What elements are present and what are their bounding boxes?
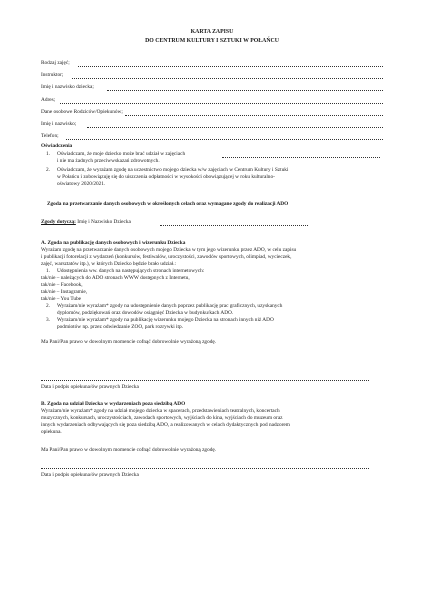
- field-label-imie-nazwisko: Imię i nazwisko;: [41, 121, 77, 127]
- section-a-item2-line2: dyplomów, podziękowań oraz dowodów osiągnięć Dziecka w budynku/kach ADO.: [57, 310, 234, 316]
- section-b-p1: Wyrażam/nie wyrażam* zgody na udział mojego dziecka w spacerach, przedstawieniach teatralnych, koncertach: [41, 408, 280, 414]
- field-line-rodzaj[interactable]: [78, 66, 383, 67]
- section-a-item2-line1: Wyrażam/nie wyrażam* zgody na udostępnienie danych poprzez publikację prac graficznych, uzyskanych: [57, 303, 283, 309]
- section-b-withdraw-note: Ma Pani/Pan prawo w dowolnym momencie cofnąć dobrowolnie wyrażoną zgodę.: [41, 447, 217, 453]
- section-a-option-www[interactable]: tak/nie – należących do ADO stronach WWW dostępnych z Internetu,: [41, 275, 190, 281]
- section-a-p2: i publikacji fotorelacji z wydarzeń (konkursów, festiwalów, uroczystości, zawodów sportowych, olimpiad, wycieczek,: [41, 254, 292, 260]
- oswiadczenie-1-number: 1.: [46, 151, 50, 157]
- section-a-heading: A. Zgoda na publikację danych osobowych i wizerunku Dziecka: [41, 240, 186, 246]
- field-label-adres: Adres;: [41, 97, 56, 103]
- section-a-p3: zajęć, warsztatów itp.), w których Dziecko będzie brało udział.:: [41, 261, 177, 267]
- section-b-signature-line[interactable]: [41, 468, 369, 469]
- section-a-item2-number: 2.: [46, 303, 50, 309]
- field-label-dane-rodzicow: Dane osobowe Rodziców/Opiekunów;: [41, 109, 123, 115]
- section-a-option-youtube[interactable]: tak/nie – You Tube: [41, 296, 82, 302]
- oswiadczenie-1-fill-line[interactable]: [222, 157, 380, 158]
- oswiadczenie-2-line2: w Połańcu i zobowiązuję się do uiszczenia odpłatności w wysokości obowiązującej w roku kulturalno-: [57, 174, 275, 180]
- section-a-p1: Wyrażam zgodę na przetwarzanie danych osobowych mojego Dziecka w tym jego wizerunku przez ADO, w celu zapisu: [41, 247, 297, 253]
- section-a-item1: Udostępnienia ww. danych na następujących stronach internetowych:: [57, 268, 205, 274]
- section-a-item3-number: 3.: [46, 317, 50, 323]
- form-title: KARTA ZAPISU: [190, 29, 234, 35]
- section-a-item3-line1: Wyrażam/nie wyrażam* zgody na publikację wizerunku mojego Dziecka na stronach innych niż ADO: [57, 317, 274, 323]
- field-line-imie-nazwisko[interactable]: [87, 127, 383, 128]
- oswiadczenie-2-number: 2.: [46, 167, 50, 173]
- field-label-imie-dziecka: Imię i nazwisko dziecka;: [41, 84, 94, 90]
- section-b-heading: B. Zgoda na udział Dziecka w wydarzeniach poza siedzibą ADO: [41, 401, 186, 407]
- zgody-dotycza-row: [41, 219, 131, 226]
- section-a-option-facebook[interactable]: tak/nie – Facebook,: [41, 282, 83, 288]
- section-a-withdraw-note: Ma Pani/Pan prawo w dowolnym momencie cofnąć dobrowolnie wyrażoną zgodę.: [41, 339, 217, 345]
- oswiadczenie-2-line3: oświatowy 2020/2021.: [57, 181, 106, 187]
- field-line-instruktor[interactable]: [72, 78, 383, 79]
- section-b-p3: innych wydarzeniach odbywających się poza siedzibą ADO, a realizowanych w celach dydaktycznych pod nadzorem: [41, 422, 290, 428]
- zgody-dotycza-fill-line[interactable]: [160, 225, 308, 226]
- oswiadczenia-heading: Oświadczenia: [41, 143, 73, 149]
- field-label-telefon: Telefon;: [41, 133, 59, 139]
- field-line-imie-dziecka[interactable]: [107, 90, 383, 91]
- field-line-adres[interactable]: [60, 103, 383, 104]
- zgody-dotycza-value: Imię i Nazwisko Dziecka: [77, 219, 131, 225]
- zgody-dotycza-label: Zgody dotyczą:: [41, 219, 76, 225]
- zgoda-heading: Zgoda na przetwarzanie danych osobowych w określonych celach oraz wymagane zgody do realizacji ADO: [47, 201, 289, 207]
- section-a-option-instagram[interactable]: tak/nie – Instagramie,: [41, 289, 88, 295]
- form-subtitle: DO CENTRUM KULTURY I SZTUKI W POŁAŃCU: [145, 38, 279, 44]
- field-line-telefon[interactable]: [66, 139, 383, 140]
- field-label-rodzaj: Rodzaj zajęć;: [41, 60, 70, 66]
- section-b-p4: opiekuna.: [41, 429, 62, 435]
- section-b-p2: muzycznych, konkursach, uroczystościach, zawodach sportowych, wyjściach do kina, wyjściach do muzeum oraz: [41, 415, 283, 421]
- oswiadczenie-1-line1: Oświadczam, że moje dziecko może brać udział w zajęciach: [57, 151, 186, 157]
- field-line-dane-rodzicow[interactable]: [125, 115, 383, 116]
- section-a-signature-line[interactable]: [41, 380, 369, 381]
- section-a-signature-label: Data i podpis opiekuna/ów prawnych Dziecka: [41, 384, 139, 390]
- oswiadczenie-1-line2: i nie ma żadnych przeciwwskazań zdrowotnych.: [57, 158, 160, 164]
- section-b-signature-label: Data i podpis opiekuna/ów prawnych Dziecka: [41, 472, 139, 478]
- field-label-instruktor: Instruktor;: [41, 72, 64, 78]
- section-a-item1-number: 1.: [46, 268, 50, 274]
- oswiadczenie-2-line1: Oświadczam, że wyrażam zgodę na uczestnictwo mojego dziecka w/w zajęciach w Centrum Kultury i Sztuki: [57, 167, 289, 173]
- section-a-item3-line2: podmiotów np. przez odwiedzanie ZOO, park rozrywki itp.: [57, 324, 183, 330]
